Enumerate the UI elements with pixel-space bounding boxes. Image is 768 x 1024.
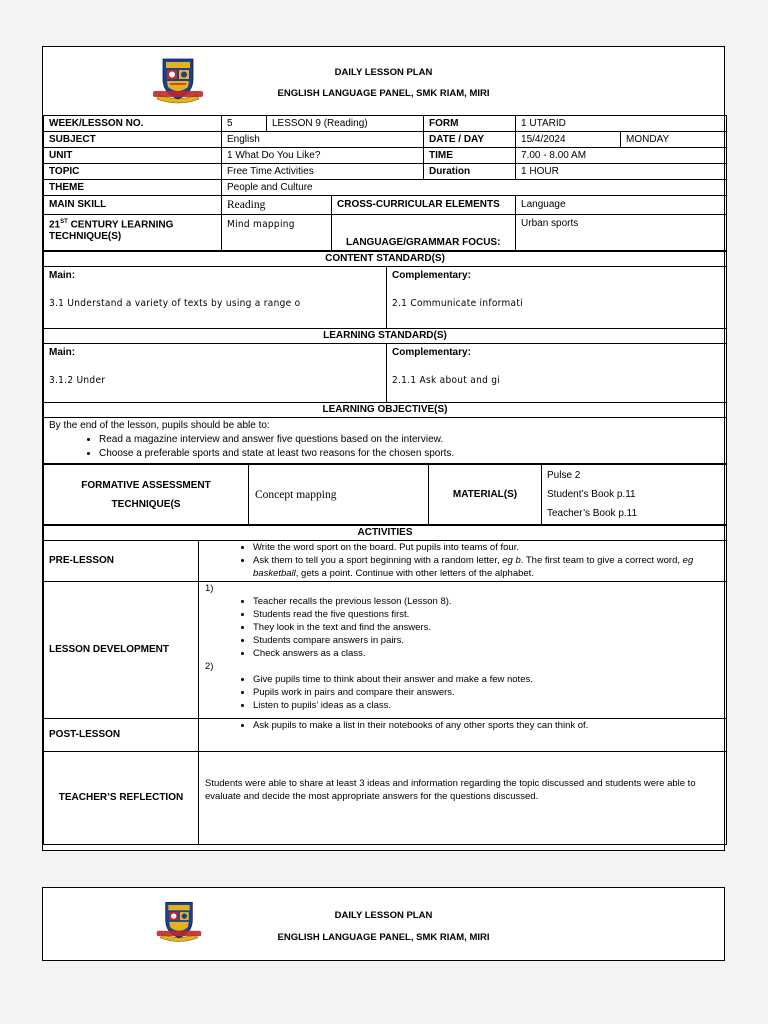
grammar-focus-label: LANGUAGE/GRAMMAR FOCUS: [332, 215, 516, 251]
duration-value: 1 HOUR [516, 164, 727, 180]
material-item: Teacher’s Book p.11 [547, 508, 638, 519]
learning-standard-main [44, 344, 387, 403]
lesson-info-table [43, 115, 727, 251]
unit-value: 1 What Do You Like? [222, 148, 424, 164]
page-header [43, 47, 724, 115]
learning-standard-heading: LEARNING STANDARD(S) [44, 329, 727, 344]
material-item: Pulse 2 [547, 470, 581, 481]
pre-lesson-label: PRE-LESSON [44, 541, 199, 582]
step-number: 2) [205, 661, 214, 672]
learning-comp-label: Complementary: [392, 347, 471, 358]
assessment-value: Concept mapping [249, 465, 429, 525]
post-lesson-item: • Ask pupils to make a list in their notebooks of any other sports they can think of. [253, 719, 726, 732]
week-value: 5 [222, 116, 267, 132]
objectives-list [49, 433, 721, 460]
century-learning-label: 21ST CENTURY LEARNING TECHNIQUE(S) [44, 215, 222, 251]
lesson-plan-page-next [42, 887, 725, 961]
main-skill-label: MAIN SKILL [44, 196, 222, 215]
plan-title: DAILY LESSON PLAN [334, 910, 433, 921]
assessment-table [43, 464, 727, 525]
topic-label: TOPIC [44, 164, 222, 180]
learning-comp-value: 2.1.1 Ask about and gi [392, 375, 501, 386]
unit-label: UNIT [44, 148, 222, 164]
topic-value: Free Time Activities [222, 164, 424, 180]
development-item: • Students read the five questions first. [253, 608, 726, 621]
reflection-text: Students were able to share at least 3 ideas and information regarding the topic discussed and students were able to evaluate and decide the most appropriate answers for the questions discussed. [199, 752, 727, 845]
material-item: Student’s Book p.11 [547, 489, 636, 500]
content-comp-value: 2.1 Communicate informati [392, 298, 523, 309]
materials-list [542, 465, 727, 525]
pre-lesson-item: • Write the word sport on the board. Put pupils into teams of four. [253, 541, 726, 554]
grammar-focus-value: Urban sports [516, 215, 727, 251]
form-label: FORM [424, 116, 516, 132]
lesson-development-label: LESSON DEVELOPMENT [44, 582, 199, 719]
step-number: 1) [205, 583, 214, 594]
pre-lesson-item: • Ask them to tell you a sport beginning with a random letter, eg b. The first team to give a correct word, eg basketball, gets a point. Continue with other letters of the alphabet. [253, 554, 726, 580]
theme-value: People and Culture [222, 180, 727, 196]
subject-label: SUBJECT [44, 132, 222, 148]
development-item: • Pupils work in pairs and compare their answers. [253, 686, 726, 699]
lesson-plan-page [42, 46, 725, 851]
content-comp-label: Complementary: [392, 270, 471, 281]
content-standard-heading: CONTENT STANDARD(S) [44, 252, 727, 267]
objectives-heading: LEARNING OBJECTIVE(S) [44, 403, 727, 418]
form-value: 1 UTARID [516, 116, 727, 132]
time-label: TIME [424, 148, 516, 164]
development-item: • Check answers as a class. [253, 647, 726, 660]
plan-subtitle: ENGLISH LANGUAGE PANEL, SMK RIAM, MIRI [277, 88, 490, 99]
plan-subtitle: ENGLISH LANGUAGE PANEL, SMK RIAM, MIRI [277, 932, 490, 943]
main-skill-value: Reading [222, 196, 332, 215]
lesson-development-body [199, 582, 727, 719]
objective-item: • Read a magazine interview and answer five questions based on the interview. [99, 433, 721, 447]
post-lesson-label: POST-LESSON [44, 719, 199, 752]
lesson-value: LESSON 9 (Reading) [267, 116, 424, 132]
reflection-label: TEACHER’S REFLECTION [44, 752, 199, 845]
time-value: 7.00 - 8.00 AM [516, 148, 727, 164]
subject-value: English [222, 132, 424, 148]
activities-table [43, 525, 727, 845]
objectives-body [44, 418, 727, 464]
day-value: MONDAY [621, 132, 727, 148]
development-item: • They look in the text and find the answers. [253, 621, 726, 634]
century-learning-value: Mind mapping [222, 215, 332, 251]
learning-main-label: Main: [49, 347, 76, 358]
content-main-label: Main: [49, 270, 76, 281]
development-item: • Listen to pupils’ ideas as a class. [253, 699, 726, 712]
plan-title: DAILY LESSON PLAN [334, 67, 433, 78]
date-value: 15/4/2024 [516, 132, 621, 148]
content-standard-table [43, 251, 727, 464]
pre-lesson-body [199, 541, 727, 582]
development-item: • Teacher recalls the previous lesson (Lesson 8). [253, 595, 726, 608]
cross-curricular-label: CROSS-CURRICULAR ELEMENTS [332, 196, 516, 215]
assessment-label: FORMATIVE ASSESSMENT TECHNIQUE(S [44, 465, 249, 525]
date-label: DATE / DAY [424, 132, 516, 148]
content-standard-main [44, 267, 387, 329]
learning-main-value: 3.1.2 Under [49, 375, 106, 386]
objective-item: • Choose a preferable sports and state at least two reasons for the chosen sports. [99, 447, 721, 461]
content-standard-complementary [387, 267, 727, 329]
development-item: • Students compare answers in pairs. [253, 634, 726, 647]
content-main-value: 3.1 Understand a variety of texts by using a range o [49, 298, 301, 309]
learning-standard-complementary [387, 344, 727, 403]
materials-label: MATERIAL(S) [429, 465, 542, 525]
cross-curricular-value: Language [516, 196, 727, 215]
theme-label: THEME [44, 180, 222, 196]
post-lesson-body [199, 719, 727, 752]
week-label: WEEK/LESSON NO. [44, 116, 222, 132]
activities-heading: ACTIVITIES [44, 526, 727, 541]
development-item: • Give pupils time to think about their answer and make a few notes. [253, 673, 726, 686]
page-header-next [43, 888, 724, 956]
objectives-intro: By the end of the lesson, pupils should be able to: [49, 420, 270, 431]
duration-label: Duration [424, 164, 516, 180]
